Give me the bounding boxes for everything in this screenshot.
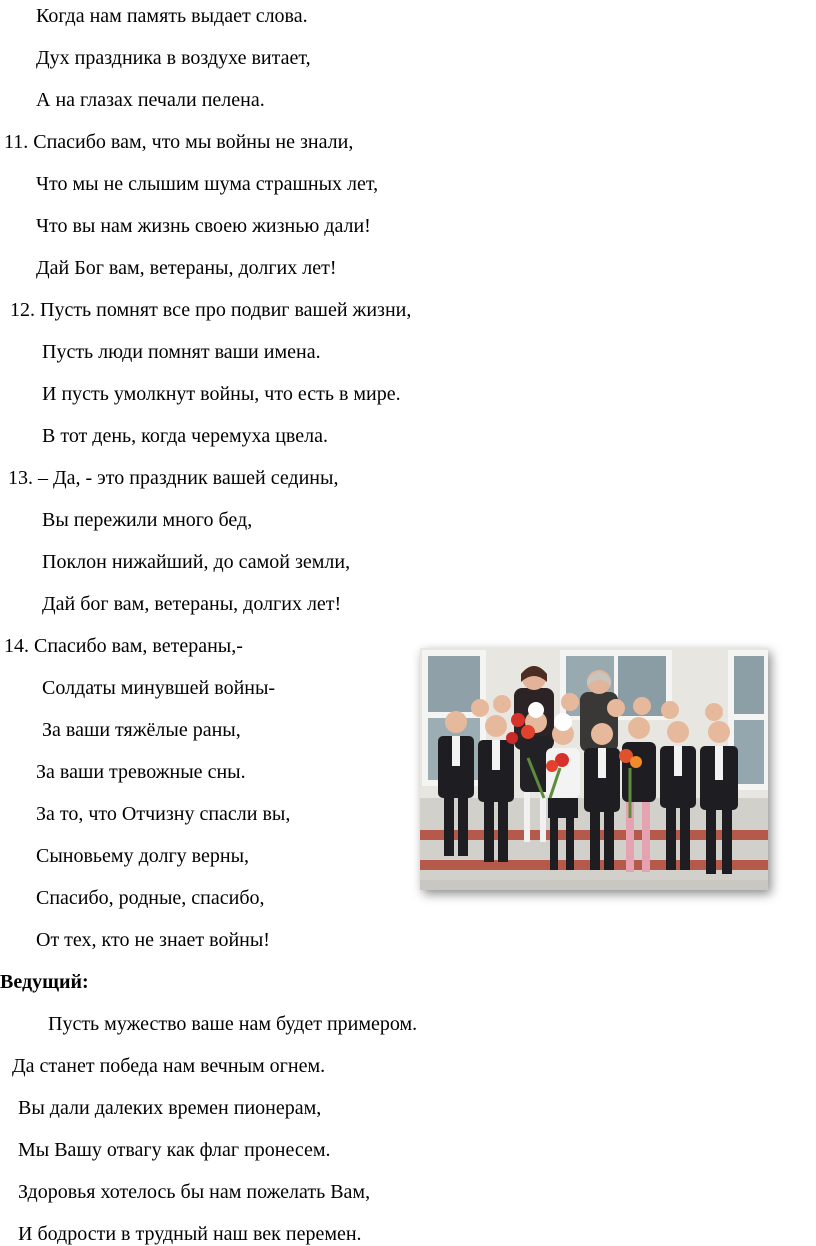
group-photo-illustration [420, 648, 768, 890]
poem-line: Сыновьему долгу верны, [36, 845, 250, 867]
poem-line: 13. – Да, - это праздник вашей седины, [8, 467, 339, 489]
poem-line: Пусть люди помнят ваши имена. [42, 341, 321, 363]
poem-line: Что мы не слышим шума страшных лет, [36, 173, 379, 195]
poem-line: От тех, кто не знает войны! [36, 929, 270, 951]
poem-line: За ваши тревожные сны. [36, 761, 246, 783]
poem-line: 11. Спасибо вам, что мы войны не знали, [4, 131, 354, 153]
poem-line: Дай бог вам, ветераны, долгих лет! [42, 593, 342, 615]
poem-line: Да станет победа нам вечным огнем. [12, 1055, 326, 1077]
group-photo [420, 648, 768, 890]
poem-line: За ваши тяжёлые раны, [42, 719, 241, 741]
speaker-heading: Ведущий: [0, 971, 89, 993]
poem-line: Спасибо, родные, спасибо, [36, 887, 265, 909]
poem-line: Мы Вашу отвагу как флаг пронесем. [18, 1139, 331, 1161]
poem-line: Когда нам память выдает слова. [36, 5, 308, 27]
poem-line: Вы пережили много бед, [42, 509, 253, 531]
poem-line: Дух праздника в воздухе витает, [36, 47, 311, 69]
poem-line: Пусть мужество ваше нам будет примером. [48, 1013, 418, 1035]
poem-line: 12. Пусть помнят все про подвиг вашей жизни, [10, 299, 412, 321]
poem-line: А на глазах печали пелена. [36, 89, 265, 111]
poem-line: Здоровья хотелось бы нам пожелать Вам, [18, 1181, 371, 1203]
poem-line: В тот день, когда черемуха цвела. [42, 425, 328, 447]
poem-line: За то, что Отчизну спасли вы, [36, 803, 291, 825]
poem-line: Солдаты минувшей войны- [42, 677, 276, 699]
poem-line: И пусть умолкнут войны, что есть в мире. [42, 383, 401, 405]
poem-line: Вы дали далеких времен пионерам, [18, 1097, 322, 1119]
poem-line: И бодрости в трудный наш век перемен. [18, 1223, 362, 1245]
poem-line: Что вы нам жизнь своею жизнью дали! [36, 215, 371, 237]
poem-line: 14. Спасибо вам, ветераны,- [4, 635, 243, 657]
poem-line: Поклон нижайший, до самой земли, [42, 551, 351, 573]
poem-line: Дай Бог вам, ветераны, долгих лет! [36, 257, 337, 279]
